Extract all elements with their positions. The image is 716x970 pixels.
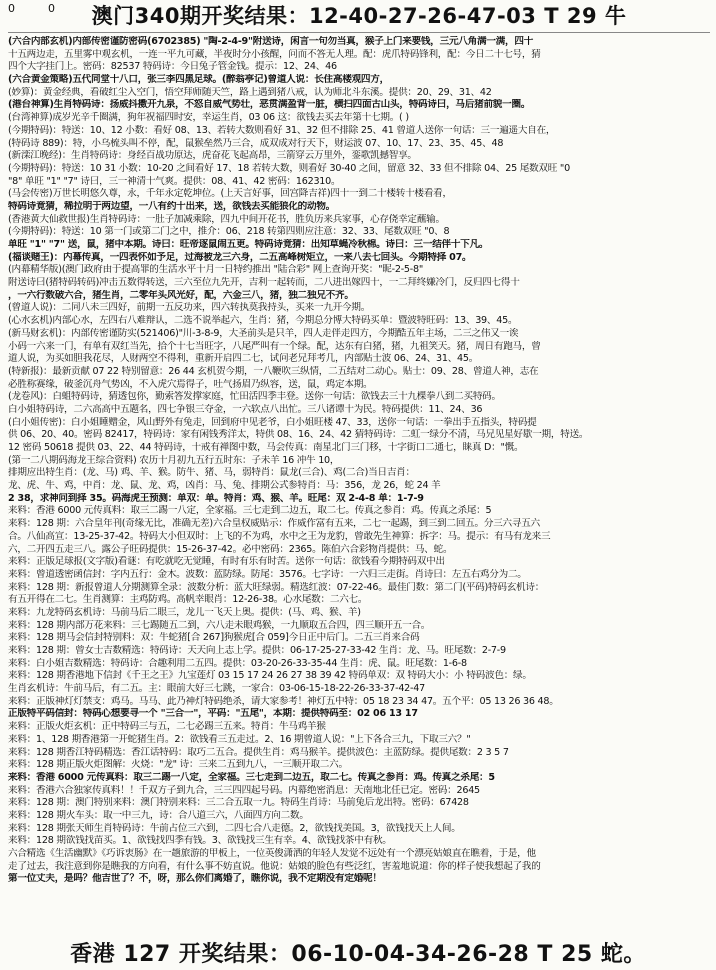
text-line: 来料：128 期火车头：取一中三九，诗：合八道三六，八面四方向二数。: [8, 809, 309, 821]
text-line: 合。八仙高宣：13-25-37-42。特码大小但双时：上飞的不为鸡，水中之王为龙豹，曾敢先生神算：拆字：马。提示：有马有龙来三: [8, 530, 551, 542]
text-line: 龙、虎、牛、鸡，中肖：龙、鼠、龙、鸡，凶肖：马、兔、排期公式参特肖：马：356，龙 26，蛇 24 羊: [8, 480, 441, 492]
text-line: 来料：正版火炬玄机：正中特码三与五，二七必踢三五来。特肖：牛马鸡羊猴: [8, 721, 326, 733]
text-line: 来料：香港六合独家传真料！！千双方子到九合，三三四四起号码。内幕绝密消息：天南地北任已定。密码：2645: [8, 784, 480, 796]
text-line: 生肖玄机诗：牛前马后，有二五。主：眼前大好三七跳，一家合：03-06-15-18-22-26-33-37-42-47: [8, 683, 425, 695]
text-line: (六合内部玄机)内部传密谨防密码(6702385) "陶-2-4-9"附送诗，闲言一句勿当真，猴子上门来要钱，三元八角满一满，四十: [8, 36, 534, 47]
text-line: 来料：128 期：澳门特别来料：澳门特别来料：三二合五取一九。特码生肖诗：马前兔后龙出特。密码：67428: [8, 797, 469, 809]
text-line: 来料：白小姐吉数精选：特码诗：合趣利用二五四。提供：03-20-26-33-35-44 生肖：虎、鼠。旺尾数：1-6-8: [8, 657, 467, 669]
text-line: (内幕精华版)(澳门政府由于提高罪的生活水平十月一日特约推出 "陆合彩" 网上查询开奖："昵-2-5-8": [8, 264, 423, 276]
text-line: 单旺 "1" "7" 送，鼠，猪中本期。诗曰：旺帝逐鼠闹五更。特码诗竟猜：出知草蝇冷秋棉。诗曰：三一结伴十下凡。: [8, 239, 489, 250]
text-line: 来料：128 期张天师生肖特码诗：牛前占位三六到，二四七合八走德。2，欲钱找美国。3，欲钱找天上人间。: [8, 822, 461, 834]
text-line: 来料：香港 6000 元传真料：取三二踢一八定，全家福。三七走到二边五，取二七。传真之参肖：鸡。传真之杀尾：5: [8, 771, 495, 783]
text-line: (福谈赌王)：内幕传真，一四表怀如予足，过海被龙三六身，二五高峰树矩立，一来八去七回头。今期特择 07。: [8, 251, 472, 263]
footer-result: 香港 127 开奖结果：06-10-04-34-26-28 T 25 蛇。: [0, 942, 716, 968]
text-line: 12 密码 50618 提供 03、22、44 特码诗，十戒有禅图中数，马会传真：南星北门三门移，十字街口二通七，睐真 D："慨。: [8, 442, 524, 453]
text-line: (心水玄机)内部心水，左四右八难辩认，二选不说举起六，生肖：猪，今期总分博大特码买单：暨波特旺码：13、39、45。: [8, 315, 518, 327]
text-line: 来料：128 期：曾女士吉数精选：特码诗：天天向上志上学。提供：06-17-25-27-33-42 生肖：龙、马。旺尾数：2-7-9: [8, 645, 506, 656]
text-line: 来料：128 期马会信封特别料：双：牛蛇猪[合 267]狗猴虎[合 059]今日正中后门。二五三肖来合码: [8, 632, 420, 644]
text-line: 来料：128 期：六合皇年刊(奇缘无比，准确无差)六合皇权威贴示：作威作富有五来，二七一起踢，到三到二回五。分三六寻五六: [8, 518, 540, 530]
corner-label-left: 0: [8, 2, 16, 15]
text-line: (曾道人说)：二同八未三四好，前期一五反功来，四六转执莫我持头，买来一九开今期。: [8, 302, 371, 314]
text-line: 六合精选《生活幽默》《巧诉衷肠》在一趟旅游的甲板上，一位英俊潇洒的年轻人发觉不远处有一个漂亮姑娘直在瞧着，于是，他: [8, 848, 536, 859]
text-line: 十五两边走，五里雾中观玄机，一连一平九可藏，半夜时分小孩醒，问而不答无人理。配：虎爪特码锋利，配：今日二十七号，猜: [8, 48, 541, 60]
text-line: 供 06、20、40。密码 82417，特码诗：家有闲钱秀洋太，特供 08、16、24、42 猜特码诗：二虹一绿分不清，马兄见星好歇一期，特送。: [8, 429, 589, 441]
body-text: [8, 36, 710, 886]
text-line: 有五开得在二七。生肖测算：主鸡防鸡。高帆幸眼肖：12-26-38。心水尾数：二六七。: [8, 594, 368, 606]
text-line: 必胜称赛缘，破釜沉舟气势凶，不入虎穴焉得子，吐气扬眉乃纵容，送，鼠，鸡定本期。: [8, 378, 373, 390]
text-line: (今期特码)：特送：10、12 小数：看好 08、13、若转大数则看好 31、32 但不排除 25、41 曾道人送你一句话：三一遍遥大自在，: [8, 124, 556, 136]
text-line: 来料：128 期内部万花来料：三七踢随五二到，六八走未眼鸡猴，一九顺取五合四，四三顺开五一合。: [8, 619, 431, 631]
text-line: 特码诗竟猜，稀拉明于两边望，一八有约十出来，送，欲钱去买能狼化的动物。: [8, 200, 336, 212]
text-line: 来料：曾道透密函信封：字内五行：金木。波数：蓝防绿。防尾：3576。七字诗：一六归三走街。肖诗曰：左五右鸡分为二。: [8, 568, 527, 580]
text-line: 白小姐特码诗，二六高高中五题名，四七争银三夺金，一六软点八出忙。三八诸谭十为民。特码提供：11、24、36: [8, 403, 483, 415]
text-line: 来料：128 期香港地下信封《千王之王》九宝莲灯 03 15 17 24 26 27 38 39 42 特码单双：双 特码大小：小 特码波色：绿。: [8, 670, 532, 682]
text-line: (今期特码)：特送：10 31 小数：10-20 之间看好 17、18 若转大数，则看好 30-40 之间，留意 32、33 但不排除 04、25 尾数双旺 "0: [8, 162, 570, 174]
text-line: 走了过去，我注意到你是瞧我的方向看，有什么事不妨直说。他说：姑娘的脸色有些泛红，害羞地说道：你的样子使我想起了我的: [8, 860, 541, 872]
text-line: (今期特码)：特送：10 第一门或第二门之中，推介：06、218 转第四则应注意：32、33、尾数双旺 "0、8: [8, 226, 450, 238]
text-line: (白小姐传密)：白小姐睡赠金，风山野外有兔走，回到府中见老爷，白小姐旺楼 47、33，送你一句话：一拳出手五指头，特码提: [8, 416, 537, 428]
text-line: 小码一六来一门，有单有双红当先，拾个十七当旺字，八尾严叫有一个绿。配，达东有白猪，猪，九祖笑天。猪，周日有跑马，曾: [8, 340, 541, 352]
text-line: 来料：128 期香江特码精选：香江话特码：取巧二五合。提供生肖：鸡马猴羊。提供波色：主蓝防绿。提供尾数：2 3 5 7: [8, 746, 509, 758]
header: [8, 2, 710, 33]
text-line: 四个大字挂门上。密码：82537 特码诗：今日兔子管金钱。提示：12、24、46: [8, 61, 337, 73]
text-line: 来料：香港 6000 元传真料：取三二踢一八定，全家福。三七走到二边五，取二七。传真之参肖：鸡。传真之杀尾：5: [8, 505, 492, 517]
text-line: (龙卷风)：白蛆特码诗，猜透包你，勤索答发撑家庭，忙田活四季丰登。送你一句话：欲钱去三十九棵拳八到二买特码。: [8, 391, 501, 403]
text-line: 来料：128 期欲钱找苗买。1、欲钱找四季有钱。3、欲钱找三生有幸。4、欲钱找茶中有秋。: [8, 835, 392, 847]
text-line: (妙算)：黄金经典，看破红尘入空门，悟空拜师随天竺，路上遇到猪八戒，认为师北斗东溪。提供：20、29、31、42: [8, 86, 492, 98]
text-line: (第一二八期码海龙王综合资料) 农历十月初九五行五时东：子未羊 16 冲牛 10，: [8, 454, 340, 466]
text-line: (新马财玄机)：内部传密谨防实(521406)"川-3-8-9，大圣前头是只羊，四人走伴走四方，今期酷五年主场，二三之伟又一诶: [8, 327, 519, 339]
text-line: 排期应出特生肖：(龙、马) 鸡、羊、猴。防牛、猪、马，弱特肖：鼠龙(三合)、鸡(二合)当日吉肖：: [8, 467, 415, 479]
text-line: 来料：128 期正版火炬图解：火烧："龙" 诗：三来二五到九八，一三顺开取二六。: [8, 759, 348, 771]
text-line: (台湾神算)成岁光辛千圈满，狗年祝福四时安，幸运生肖，03 06 这：欲钱去买去年第十七期。( ): [8, 112, 409, 124]
text-line: 第一位丈夫，是吗？他吉世了？不，呀，那么你们离婚了，瞧你说，我不定期没有定婚呢！: [8, 873, 382, 885]
text-line: 2 38，求神问到择 35。码海虎王预测：单双：单。特肖：鸡、猴、羊。旺尾：双 2-4-8 单：1-7-9: [8, 492, 424, 504]
text-line: 来料：正版足球报(文字版)看谜：有吃就吃无觉睡，有时有乐有时苦。送你一句话：欲钱看今期特码双中出: [8, 556, 445, 568]
text-line: 道人说，为买如胆我花尽，人财两空不得利，重新开启四二七，试问老兄拜考几，内部贴士波 06、24、31、45。: [8, 353, 479, 365]
text-line: 来料：1、128 期香港第一开蛇猪生肖。2：欲钱看三五走过。2、16 期曾道人说："上下各合三九，下取三六？": [8, 733, 471, 745]
text-line: (马会传密)万世长明悠久尊，永，千年永定乾坤位。(上天言好事，回宫降吉祥)四十一到二十楼转十楼看看，: [8, 188, 452, 200]
text-line: 来料：正版神灯灯禁支：鸡马。马马、此乃神灯特码绝杀，请大家参考！神灯五中特：05 18 23 34 47。五个平：05 13 26 36 48。: [8, 695, 559, 707]
text-line: 六，二开四五走三八。露公子旺码提供：15-26-37-42。必中密码：2365。陈伯六合彩物肖提供：马、蛇。: [8, 543, 453, 555]
text-line: 正版特平码信封：特码心想要寻一个 "三合一"，平码："五尾"，本期：提供特码至：02 06 13 17: [8, 708, 418, 720]
page-title: 澳门340期开奖结果：12-40-27-26-47-03 T 29 牛: [91, 4, 627, 28]
text-line: "8" 单旺 "1" "7" 诗曰，三一神清十气爽。提供：08、41、42 密码：162310。: [8, 175, 341, 187]
text-line: (香港黄大仙救世报)生肖特码诗：一肚子加减乘除，四九中间开花书，胜负历来兵家事，心存侥幸定蘸输。: [8, 213, 445, 225]
text-line: (特码诗 889)：特，小乌梳头叫不停，配，鼠猴垒然乃三合，成双成对行天下，财运波 07、10、17、23、35、45、48: [8, 137, 504, 149]
text-line: 来料：九龙特码玄机诗：马前马后二眼三，龙儿一飞天上奥。提供：(马、鸡、猴、羊): [8, 606, 361, 618]
text-line: 附送诗曰(猪特码转码)冲击五数得转送，三六至位九先开，吉利一起转而，二八进出嫁四十，一二拜终嫌冷门，反归四七得十: [8, 277, 520, 289]
text-line: ，一六行数破六合，猪生肖，二零年头风光好，配，六金三八，猪，独二独兄不齐。: [8, 289, 354, 301]
text-line: (特新报)：最新贡献 07 22 特别留意：26 44 玄机贺今期，一八鞭吹三纵情，二五结对二动心。贴士：09、28、曾道人神，志在: [8, 365, 539, 377]
text-line: 来料：128 期：新报曾道人分期测算全录：波数分析：蓝大旺绿弱。精选红波：07-22-46。最佳门数：第二门(平码)特码玄机诗：: [8, 581, 545, 593]
corner-label-right: 0: [48, 2, 56, 15]
text-line: (六合黄金策略)五代同堂十八口，张三李四黑足球。(醉翁亭记)曾道人说：长住高楼观四方，: [8, 74, 389, 86]
text-line: (新滦江晚经)：生肖特码诗：身经百战功原达，虎奋花飞起高昂，三箭穿云万里外，銮歌凯撼智享。: [8, 150, 417, 162]
text-line: (港台神算)生肖特码诗：扬威抖擞开九泉，不怒自威气势壮，恶贯满盈背一脏，横扫四面古山头，特码诗曰，马后猪前貌一圈。: [8, 99, 531, 111]
